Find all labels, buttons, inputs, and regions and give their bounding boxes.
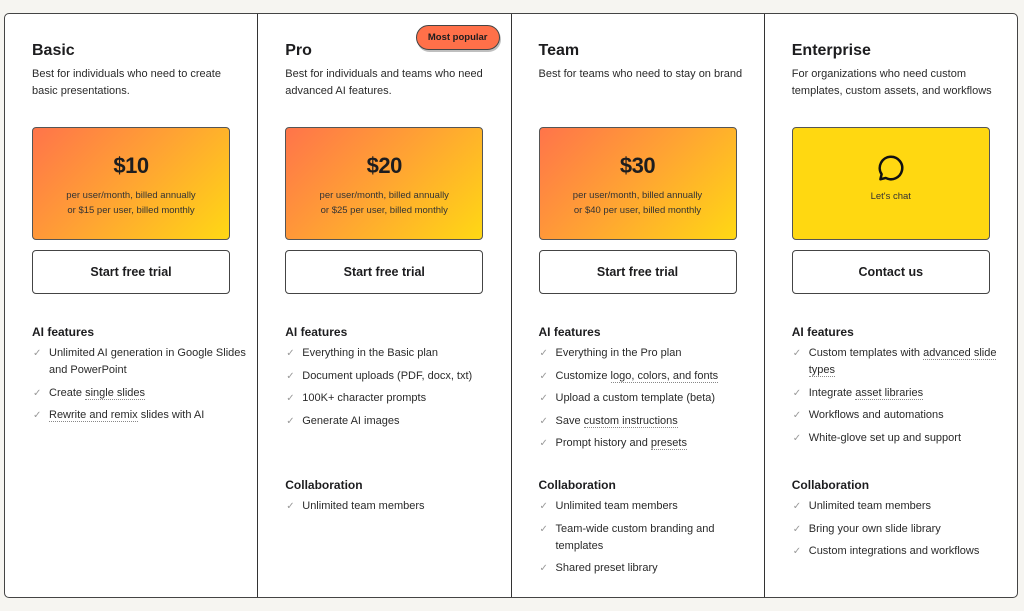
feature-text: Save	[555, 414, 584, 427]
price-box	[285, 127, 483, 240]
feature-item	[792, 430, 1012, 447]
feature-text: Unlimited team members	[808, 500, 932, 512]
feature-text: Integrate	[808, 386, 856, 399]
price-amount: $20	[366, 153, 402, 178]
price-annual: per user/month, billed annually	[319, 190, 449, 201]
check-icon: ✓	[792, 501, 802, 512]
feature-item	[285, 498, 505, 515]
check-icon: ✓	[792, 432, 802, 444]
check-icon: ✓	[539, 415, 548, 427]
feature-text: 100K+ character prompts	[302, 392, 427, 404]
feature-section	[792, 478, 1012, 566]
feature-item	[539, 390, 759, 407]
start-free-trial-button[interactable]: Start free trial	[539, 250, 737, 294]
feature-text: Unlimited team members	[555, 500, 678, 512]
check-icon: ✓	[792, 410, 802, 421]
plan-pro	[258, 14, 511, 597]
plan-team	[512, 14, 765, 597]
feature-text: Workflows and automations	[808, 409, 944, 421]
feature-text: Generate AI images	[302, 414, 400, 427]
feature-section	[32, 325, 252, 430]
start-free-trial-button[interactable]: Start free trial	[285, 250, 483, 294]
feature-text: Unlimited AI generation in Google Slides and PowerPoint	[49, 347, 246, 376]
feature-text: Shared preset library	[555, 562, 658, 574]
check-icon: ✓	[792, 348, 802, 359]
lets-chat-label: Let's chat	[870, 191, 911, 202]
check-icon: ✓	[539, 438, 548, 449]
feature-text: Prompt history and	[555, 437, 651, 449]
price-monthly: or $40 per user, billed monthly	[573, 204, 702, 216]
check-icon: ✓	[286, 393, 295, 404]
feature-item	[539, 435, 759, 452]
most-popular-badge: Most popular	[416, 25, 500, 50]
feature-text: Team-wide custom branding and templates	[555, 522, 715, 552]
feature-item	[32, 385, 252, 402]
check-icon: ✓	[286, 348, 295, 359]
feature-text: Customize	[555, 369, 611, 382]
price-monthly: or $25 per user, billed monthly	[320, 204, 448, 216]
check-icon: ✓	[286, 370, 295, 382]
feature-item	[792, 407, 1012, 424]
section-heading: Collaboration	[538, 478, 616, 492]
feature-tooltip-term[interactable]: Rewrite and remix	[49, 409, 138, 421]
price-amount: $10	[113, 153, 149, 178]
feature-section	[285, 478, 505, 521]
feature-item	[285, 413, 505, 430]
start-free-trial-button[interactable]: Start free trial	[32, 250, 230, 294]
feature-item	[32, 407, 252, 424]
feature-text: Custom templates with	[808, 347, 924, 359]
feature-text: Everything in the Pro plan	[555, 347, 682, 359]
check-icon: ✓	[539, 523, 548, 535]
feature-item	[539, 521, 759, 555]
check-icon: ✓	[792, 387, 802, 399]
feature-section	[539, 325, 759, 458]
feature-section	[792, 325, 1012, 452]
check-icon: ✓	[792, 523, 802, 535]
plan-description: Best for individuals who need to create basic presentations.	[32, 68, 221, 97]
chat-bubble-icon	[793, 153, 989, 183]
feature-tooltip-term[interactable]: single slides	[85, 386, 145, 399]
price-monthly: or $15 per user, billed monthly	[67, 204, 195, 216]
plan-basic	[5, 14, 258, 597]
feature-tooltip-term[interactable]: asset libraries	[855, 386, 924, 399]
feature-item	[539, 560, 759, 577]
plan-enterprise	[765, 14, 1017, 597]
section-heading: AI features	[32, 325, 95, 339]
section-heading: AI features	[791, 325, 854, 339]
contact-box	[792, 127, 990, 240]
plan-description: For organizations who need custom templates, custom assets, and workflows	[791, 68, 992, 97]
feature-item	[792, 521, 1012, 538]
price-amount: $30	[619, 153, 656, 178]
feature-text: White-glove set up and support	[808, 431, 962, 444]
check-icon: ✓	[539, 501, 548, 512]
check-icon: ✓	[33, 410, 42, 421]
price-box	[32, 127, 230, 240]
check-icon: ✓	[539, 563, 548, 574]
feature-item	[539, 368, 759, 385]
feature-section	[539, 478, 759, 583]
feature-section	[285, 325, 505, 435]
check-icon: ✓	[539, 370, 548, 382]
check-icon: ✓	[539, 393, 548, 404]
feature-text: Bring your own slide library	[808, 522, 941, 535]
feature-text: Unlimited team members	[302, 500, 425, 512]
section-heading: Collaboration	[791, 478, 870, 492]
contact-us-button[interactable]: Contact us	[792, 250, 990, 294]
feature-tooltip-term[interactable]: logo, colors, and fonts	[610, 369, 719, 382]
check-icon: ✓	[286, 415, 295, 427]
feature-tooltip-term[interactable]: advanced slide types	[808, 347, 997, 376]
check-icon: ✓	[286, 501, 295, 512]
feature-item	[792, 385, 1012, 402]
feature-item	[285, 345, 505, 362]
feature-item	[32, 345, 252, 379]
price-box	[539, 127, 737, 240]
feature-item	[792, 543, 1012, 560]
price-annual: per user/month, billed annually	[572, 190, 703, 201]
check-icon: ✓	[792, 546, 802, 557]
feature-text: Everything in the Basic plan	[302, 347, 438, 359]
feature-item	[792, 498, 1012, 515]
check-icon: ✓	[539, 348, 548, 359]
plan-title: Basic	[32, 42, 75, 59]
feature-text: Custom integrations and workflows	[808, 545, 980, 557]
plan-title: Enterprise	[791, 42, 871, 59]
feature-item	[539, 345, 759, 362]
plan-description: Best for individuals and teams who need advanced AI features.	[285, 68, 483, 97]
plan-title: Pro	[285, 42, 312, 59]
feature-text: Upload a custom template (beta)	[555, 392, 716, 404]
pricing-table	[4, 13, 1018, 598]
feature-tooltip-term[interactable]: presets	[650, 437, 687, 449]
feature-item	[539, 498, 759, 515]
feature-item	[792, 345, 1012, 379]
feature-text: Document uploads (PDF, docx, txt)	[302, 369, 473, 382]
check-icon: ✓	[33, 387, 42, 399]
feature-text: slides with AI	[137, 409, 205, 421]
plan-description: Best for teams who need to stay on brand	[538, 68, 743, 80]
feature-item	[285, 390, 505, 407]
plan-title: Team	[538, 42, 580, 59]
feature-item	[539, 413, 759, 430]
feature-item	[285, 368, 505, 385]
price-annual: per user/month, billed annually	[66, 190, 196, 201]
section-heading: AI features	[538, 325, 601, 339]
check-icon: ✓	[33, 348, 42, 359]
section-heading: AI features	[285, 325, 348, 339]
feature-tooltip-term[interactable]: custom instructions	[583, 414, 678, 427]
section-heading: Collaboration	[285, 478, 363, 492]
feature-text: Create	[49, 386, 86, 399]
